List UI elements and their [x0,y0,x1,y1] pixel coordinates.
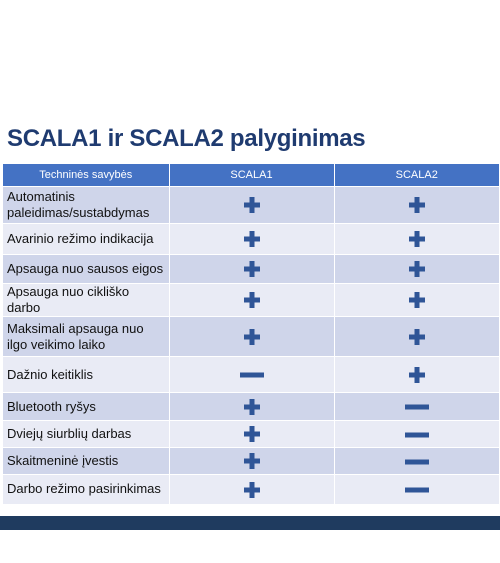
feature-label: Bluetooth ryšys [3,393,169,421]
plus-icon [409,231,425,247]
feature-label: Apsauga nuo sausos eigos [3,255,169,284]
header-features: Techninės savybės [3,164,169,187]
plus-icon [244,426,260,442]
feature-label: Maksimali apsauga nuo ilgo veikimo laiko [3,317,169,357]
table-row [3,475,499,504]
table-header-row [3,164,499,187]
scala2-cell [334,317,499,357]
scala2-cell [334,421,499,448]
scala1-cell [169,187,334,224]
plus-icon [244,261,260,277]
scala2-cell [334,224,499,255]
scala2-cell [334,357,499,393]
scala2-cell [334,448,499,475]
feature-label: Darbo režimo pasirinkimas [3,475,169,504]
scala1-cell [169,357,334,393]
feature-label: Dviejų siurblių darbas [3,421,169,448]
scala1-cell [169,255,334,284]
feature-label: Apsauga nuo cikliško darbo [3,284,169,317]
footer-band [0,516,500,530]
table-row [3,284,499,317]
table-row [3,224,499,255]
scala1-cell [169,284,334,317]
feature-label: Automatinis paleidimas/sustabdymas [3,187,169,224]
feature-label: Dažnio keitiklis [3,357,169,393]
scala1-cell [169,224,334,255]
plus-icon [244,453,260,469]
minus-icon [405,459,429,465]
scala2-cell [334,393,499,421]
table-row [3,448,499,475]
scala1-cell [169,393,334,421]
scala2-cell [334,475,499,504]
minus-icon [405,432,429,438]
table-body [3,187,499,504]
scala1-cell [169,448,334,475]
plus-icon [244,197,260,213]
minus-icon [240,372,264,378]
comparison-table [3,164,499,504]
table-row [3,255,499,284]
table-row [3,317,499,357]
header-scala1: SCALA1 [169,164,334,187]
plus-icon [409,329,425,345]
plus-icon [244,329,260,345]
plus-icon [409,292,425,308]
plus-icon [244,482,260,498]
plus-icon [244,292,260,308]
scala2-cell [334,255,499,284]
table-row [3,187,499,224]
scala1-cell [169,475,334,504]
page-title: SCALA1 ir SCALA2 palyginimas [7,125,366,152]
table-row [3,421,499,448]
table-row [3,393,499,421]
minus-icon [405,404,429,410]
feature-label: Avarinio režimo indikacija [3,224,169,255]
scala2-cell [334,187,499,224]
plus-icon [409,367,425,383]
scala1-cell [169,421,334,448]
scala2-cell [334,284,499,317]
plus-icon [244,231,260,247]
plus-icon [409,261,425,277]
minus-icon [405,487,429,493]
feature-label: Skaitmeninė įvestis [3,448,169,475]
table-row [3,357,499,393]
plus-icon [409,197,425,213]
plus-icon [244,399,260,415]
header-scala2: SCALA2 [334,164,499,187]
scala1-cell [169,317,334,357]
